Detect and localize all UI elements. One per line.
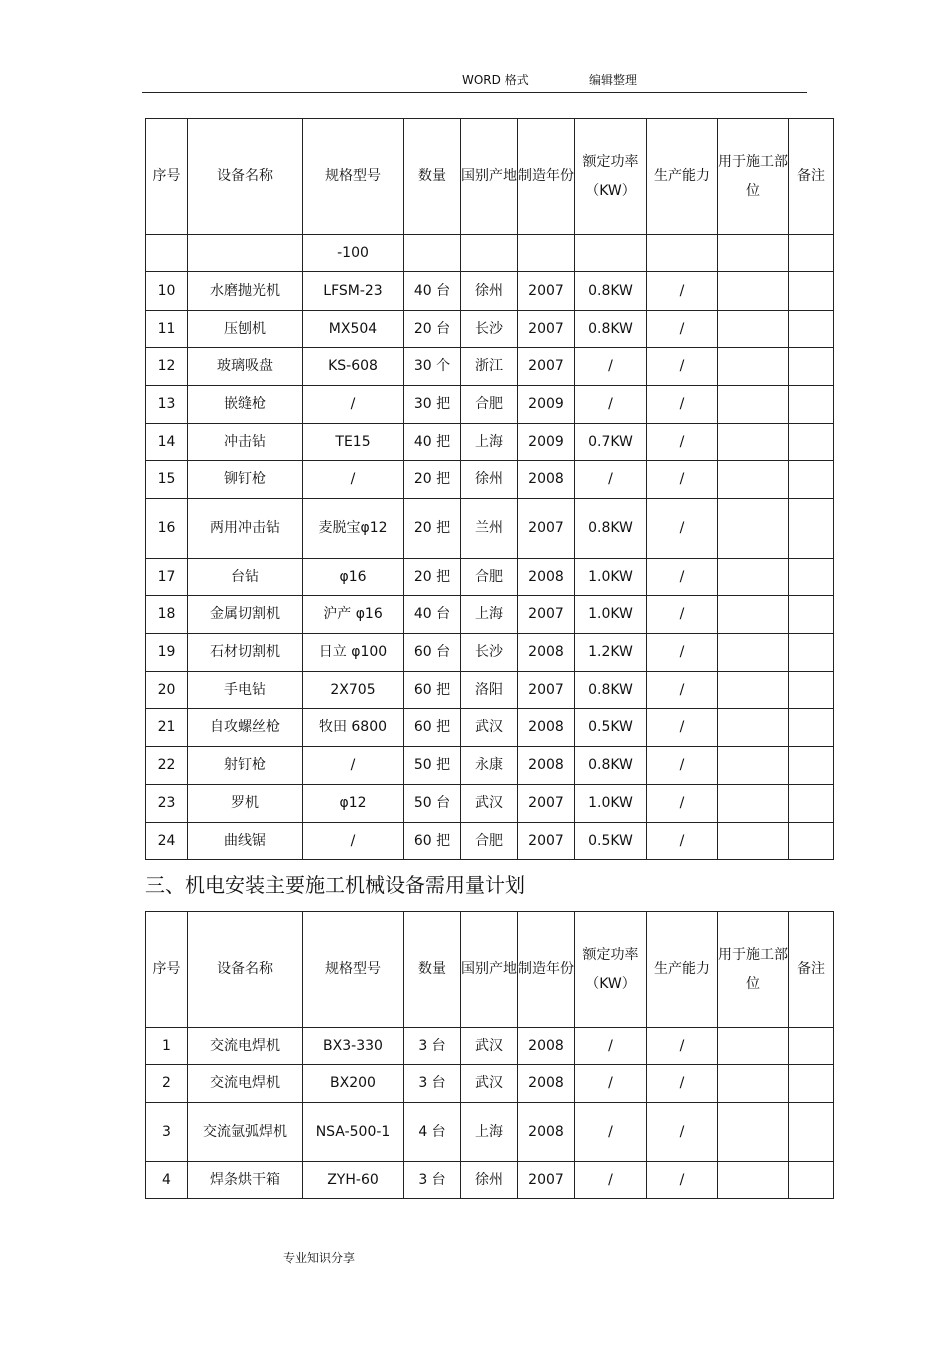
cell-capacity: / xyxy=(647,1162,718,1199)
cell-no xyxy=(146,235,188,272)
cell-name: 交流氩弧焊机 xyxy=(188,1103,303,1162)
cell-capacity: / xyxy=(647,499,718,559)
cell-qty: 20 把 xyxy=(404,461,461,499)
header-cell-capacity: 生产能力 xyxy=(647,119,718,235)
table-row xyxy=(146,272,834,311)
cell-no: 20 xyxy=(146,672,188,709)
cell-name: 交流电焊机 xyxy=(188,1028,303,1065)
cell-qty xyxy=(404,235,461,272)
cell-capacity: / xyxy=(647,823,718,860)
cell-name: 罗机 xyxy=(188,785,303,823)
cell-origin xyxy=(461,235,518,272)
cell-capacity: / xyxy=(647,424,718,461)
header-cell-no: 序号 xyxy=(146,912,188,1028)
cell-year: 2007 xyxy=(518,272,575,311)
table-row xyxy=(146,1028,834,1065)
cell-use xyxy=(718,1028,789,1065)
cell-qty: 40 台 xyxy=(404,272,461,311)
cell-name: 交流电焊机 xyxy=(188,1065,303,1103)
cell-note xyxy=(789,747,834,785)
cell-year: 2008 xyxy=(518,461,575,499)
cell-qty: 30 把 xyxy=(404,386,461,424)
cell-name: 射钉枪 xyxy=(188,747,303,785)
cell-year: 2008 xyxy=(518,634,575,672)
cell-power: 0.7KW xyxy=(575,424,647,461)
cell-no: 17 xyxy=(146,559,188,596)
cell-capacity: / xyxy=(647,461,718,499)
cell-year: 2007 xyxy=(518,596,575,634)
cell-name: 台钻 xyxy=(188,559,303,596)
cell-origin: 浙江 xyxy=(461,348,518,386)
cell-capacity: / xyxy=(647,1103,718,1162)
header-cell-note: 备注 xyxy=(789,119,834,235)
table-row xyxy=(146,559,834,596)
table-row xyxy=(146,499,834,559)
cell-use xyxy=(718,424,789,461)
table-row xyxy=(146,634,834,672)
cell-use xyxy=(718,709,789,747)
cell-model: / xyxy=(303,386,404,424)
cell-qty: 60 把 xyxy=(404,709,461,747)
cell-use xyxy=(718,1162,789,1199)
cell-power: / xyxy=(575,386,647,424)
cell-year: 2008 xyxy=(518,709,575,747)
cell-origin: 武汉 xyxy=(461,1065,518,1103)
header-edit-label: 编辑整理 xyxy=(589,73,638,87)
cell-power: / xyxy=(575,1162,647,1199)
cell-qty: 20 把 xyxy=(404,559,461,596)
cell-note xyxy=(789,1028,834,1065)
cell-use xyxy=(718,785,789,823)
cell-capacity: / xyxy=(647,559,718,596)
cell-capacity: / xyxy=(647,672,718,709)
header-cell-origin: 国别产地 xyxy=(461,119,518,235)
cell-origin: 上海 xyxy=(461,424,518,461)
cell-year: 2007 xyxy=(518,311,575,348)
cell-no: 18 xyxy=(146,596,188,634)
cell-capacity xyxy=(647,235,718,272)
cell-use xyxy=(718,461,789,499)
cell-note xyxy=(789,672,834,709)
cell-power: / xyxy=(575,1103,647,1162)
cell-model: -100 xyxy=(303,235,404,272)
table-row xyxy=(146,1103,834,1162)
cell-year: 2008 xyxy=(518,1065,575,1103)
header-cell-name: 设备名称 xyxy=(188,912,303,1028)
cell-note xyxy=(789,386,834,424)
cell-note xyxy=(789,272,834,311)
cell-origin: 洛阳 xyxy=(461,672,518,709)
cell-model: φ12 xyxy=(303,785,404,823)
cell-origin: 武汉 xyxy=(461,709,518,747)
cell-use xyxy=(718,596,789,634)
cell-name: 冲击钻 xyxy=(188,424,303,461)
header-cell-name: 设备名称 xyxy=(188,119,303,235)
cell-origin: 长沙 xyxy=(461,634,518,672)
cell-no: 21 xyxy=(146,709,188,747)
cell-model: 麦脱宝φ12 xyxy=(303,499,404,559)
cell-year: 2008 xyxy=(518,1028,575,1065)
cell-model: / xyxy=(303,747,404,785)
cell-origin: 合肥 xyxy=(461,823,518,860)
cell-model: 2X705 xyxy=(303,672,404,709)
cell-no: 12 xyxy=(146,348,188,386)
cell-use xyxy=(718,348,789,386)
cell-name: 嵌缝枪 xyxy=(188,386,303,424)
cell-qty: 20 把 xyxy=(404,499,461,559)
cell-name: 压刨机 xyxy=(188,311,303,348)
cell-year: 2009 xyxy=(518,386,575,424)
cell-model: BX200 xyxy=(303,1065,404,1103)
cell-name: 两用冲击钻 xyxy=(188,499,303,559)
cell-note xyxy=(789,1065,834,1103)
cell-origin: 长沙 xyxy=(461,311,518,348)
cell-qty: 60 台 xyxy=(404,634,461,672)
equipment-table-mep xyxy=(145,911,834,1199)
cell-qty: 60 把 xyxy=(404,672,461,709)
cell-year: 2007 xyxy=(518,823,575,860)
table-header-row xyxy=(146,912,834,1028)
table-row xyxy=(146,1162,834,1199)
table-row xyxy=(146,348,834,386)
cell-use xyxy=(718,559,789,596)
cell-note xyxy=(789,823,834,860)
cell-capacity: / xyxy=(647,709,718,747)
cell-use xyxy=(718,386,789,424)
cell-no: 23 xyxy=(146,785,188,823)
table-row xyxy=(146,386,834,424)
cell-note xyxy=(789,461,834,499)
cell-qty: 20 台 xyxy=(404,311,461,348)
cell-origin: 兰州 xyxy=(461,499,518,559)
cell-power: / xyxy=(575,1065,647,1103)
cell-power: 0.5KW xyxy=(575,823,647,860)
cell-qty: 30 个 xyxy=(404,348,461,386)
header-format-label: WORD 格式 xyxy=(462,73,529,87)
cell-model: 沪产 φ16 xyxy=(303,596,404,634)
cell-name: 曲线锯 xyxy=(188,823,303,860)
table-header-row xyxy=(146,119,834,235)
cell-model: MX504 xyxy=(303,311,404,348)
cell-no: 11 xyxy=(146,311,188,348)
cell-use xyxy=(718,499,789,559)
cell-model: φ16 xyxy=(303,559,404,596)
table-row-continuation xyxy=(146,235,834,272)
cell-year: 2009 xyxy=(518,424,575,461)
cell-origin: 合肥 xyxy=(461,386,518,424)
cell-model: 牧田 6800 xyxy=(303,709,404,747)
cell-no: 2 xyxy=(146,1065,188,1103)
cell-power: 0.8KW xyxy=(575,672,647,709)
header-cell-capacity: 生产能力 xyxy=(647,912,718,1028)
header-cell-model: 规格型号 xyxy=(303,912,404,1028)
cell-no: 4 xyxy=(146,1162,188,1199)
cell-note xyxy=(789,1103,834,1162)
cell-qty: 60 把 xyxy=(404,823,461,860)
cell-note xyxy=(789,596,834,634)
cell-year: 2008 xyxy=(518,747,575,785)
cell-use xyxy=(718,672,789,709)
cell-note xyxy=(789,709,834,747)
cell-note xyxy=(789,785,834,823)
cell-model: LFSM-23 xyxy=(303,272,404,311)
cell-power: 1.0KW xyxy=(575,785,647,823)
cell-name: 自攻螺丝枪 xyxy=(188,709,303,747)
cell-year: 2007 xyxy=(518,1162,575,1199)
cell-origin: 徐州 xyxy=(461,461,518,499)
header-cell-note: 备注 xyxy=(789,912,834,1028)
cell-power: 0.5KW xyxy=(575,709,647,747)
cell-origin: 上海 xyxy=(461,1103,518,1162)
cell-year: 2007 xyxy=(518,672,575,709)
header-cell-power: 额定功率（KW） xyxy=(575,912,647,1028)
cell-year: 2007 xyxy=(518,348,575,386)
cell-capacity: / xyxy=(647,386,718,424)
section-title: 三、机电安装主要施工机械设备需用量计划 xyxy=(145,873,525,897)
cell-qty: 40 把 xyxy=(404,424,461,461)
table-row xyxy=(146,823,834,860)
cell-use xyxy=(718,272,789,311)
cell-power: 1.2KW xyxy=(575,634,647,672)
cell-origin: 武汉 xyxy=(461,1028,518,1065)
cell-power xyxy=(575,235,647,272)
cell-model: ZYH-60 xyxy=(303,1162,404,1199)
header-cell-use: 用于施工部位 xyxy=(718,912,789,1028)
cell-no: 24 xyxy=(146,823,188,860)
cell-name: 水磨抛光机 xyxy=(188,272,303,311)
cell-capacity: / xyxy=(647,634,718,672)
table-row xyxy=(146,785,834,823)
cell-model: BX3-330 xyxy=(303,1028,404,1065)
header-cell-no: 序号 xyxy=(146,119,188,235)
cell-origin: 武汉 xyxy=(461,785,518,823)
cell-power: / xyxy=(575,1028,647,1065)
cell-no: 3 xyxy=(146,1103,188,1162)
header-cell-qty: 数量 xyxy=(404,119,461,235)
cell-name: 石材切割机 xyxy=(188,634,303,672)
cell-year: 2008 xyxy=(518,559,575,596)
table-row xyxy=(146,461,834,499)
cell-capacity: / xyxy=(647,596,718,634)
header-cell-origin: 国别产地 xyxy=(461,912,518,1028)
cell-use xyxy=(718,747,789,785)
cell-origin: 上海 xyxy=(461,596,518,634)
cell-note xyxy=(789,634,834,672)
cell-note xyxy=(789,235,834,272)
cell-capacity: / xyxy=(647,1028,718,1065)
cell-origin: 徐州 xyxy=(461,272,518,311)
cell-capacity: / xyxy=(647,272,718,311)
cell-no: 22 xyxy=(146,747,188,785)
cell-origin: 合肥 xyxy=(461,559,518,596)
cell-no: 15 xyxy=(146,461,188,499)
cell-name: 焊条烘干箱 xyxy=(188,1162,303,1199)
cell-capacity: / xyxy=(647,747,718,785)
cell-power: 1.0KW xyxy=(575,596,647,634)
cell-use xyxy=(718,823,789,860)
cell-power: 1.0KW xyxy=(575,559,647,596)
cell-year: 2008 xyxy=(518,1103,575,1162)
header-cell-use: 用于施工部位 xyxy=(718,119,789,235)
cell-power: / xyxy=(575,461,647,499)
cell-qty: 50 把 xyxy=(404,747,461,785)
table-row xyxy=(146,311,834,348)
page-header xyxy=(142,68,807,93)
cell-note xyxy=(789,559,834,596)
cell-model: / xyxy=(303,823,404,860)
cell-no: 1 xyxy=(146,1028,188,1065)
cell-use xyxy=(718,634,789,672)
cell-use xyxy=(718,311,789,348)
table-row xyxy=(146,709,834,747)
header-cell-model: 规格型号 xyxy=(303,119,404,235)
cell-model: KS-608 xyxy=(303,348,404,386)
cell-use xyxy=(718,235,789,272)
cell-note xyxy=(789,311,834,348)
cell-name: 玻璃吸盘 xyxy=(188,348,303,386)
cell-name: 手电钻 xyxy=(188,672,303,709)
header-cell-year: 制造年份 xyxy=(518,119,575,235)
cell-year: 2007 xyxy=(518,785,575,823)
cell-origin: 永康 xyxy=(461,747,518,785)
cell-qty: 3 台 xyxy=(404,1028,461,1065)
cell-year: 2007 xyxy=(518,499,575,559)
table-row xyxy=(146,747,834,785)
cell-qty: 40 台 xyxy=(404,596,461,634)
cell-no: 13 xyxy=(146,386,188,424)
cell-use xyxy=(718,1103,789,1162)
cell-model: TE15 xyxy=(303,424,404,461)
cell-qty: 3 台 xyxy=(404,1162,461,1199)
cell-note xyxy=(789,1162,834,1199)
cell-year xyxy=(518,235,575,272)
cell-qty: 4 台 xyxy=(404,1103,461,1162)
page-footer: 专业知识分享 xyxy=(283,1251,356,1265)
cell-qty: 3 台 xyxy=(404,1065,461,1103)
cell-no: 19 xyxy=(146,634,188,672)
cell-origin: 徐州 xyxy=(461,1162,518,1199)
cell-model: 日立 φ100 xyxy=(303,634,404,672)
cell-power: / xyxy=(575,348,647,386)
cell-name xyxy=(188,235,303,272)
cell-no: 16 xyxy=(146,499,188,559)
cell-use xyxy=(718,1065,789,1103)
cell-note xyxy=(789,348,834,386)
cell-power: 0.8KW xyxy=(575,311,647,348)
table-row xyxy=(146,596,834,634)
cell-model: / xyxy=(303,461,404,499)
cell-no: 10 xyxy=(146,272,188,311)
cell-capacity: / xyxy=(647,785,718,823)
cell-capacity: / xyxy=(647,348,718,386)
header-cell-year: 制造年份 xyxy=(518,912,575,1028)
table-row xyxy=(146,1065,834,1103)
cell-power: 0.8KW xyxy=(575,499,647,559)
cell-name: 金属切割机 xyxy=(188,596,303,634)
cell-capacity: / xyxy=(647,1065,718,1103)
header-cell-power: 额定功率（KW） xyxy=(575,119,647,235)
table-row xyxy=(146,424,834,461)
cell-capacity: / xyxy=(647,311,718,348)
cell-note xyxy=(789,499,834,559)
cell-no: 14 xyxy=(146,424,188,461)
equipment-table-decoration xyxy=(145,118,834,860)
cell-note xyxy=(789,424,834,461)
cell-power: 0.8KW xyxy=(575,272,647,311)
cell-name: 铆钉枪 xyxy=(188,461,303,499)
cell-power: 0.8KW xyxy=(575,747,647,785)
header-cell-qty: 数量 xyxy=(404,912,461,1028)
table-row xyxy=(146,672,834,709)
cell-model: NSA-500-1 xyxy=(303,1103,404,1162)
cell-qty: 50 台 xyxy=(404,785,461,823)
